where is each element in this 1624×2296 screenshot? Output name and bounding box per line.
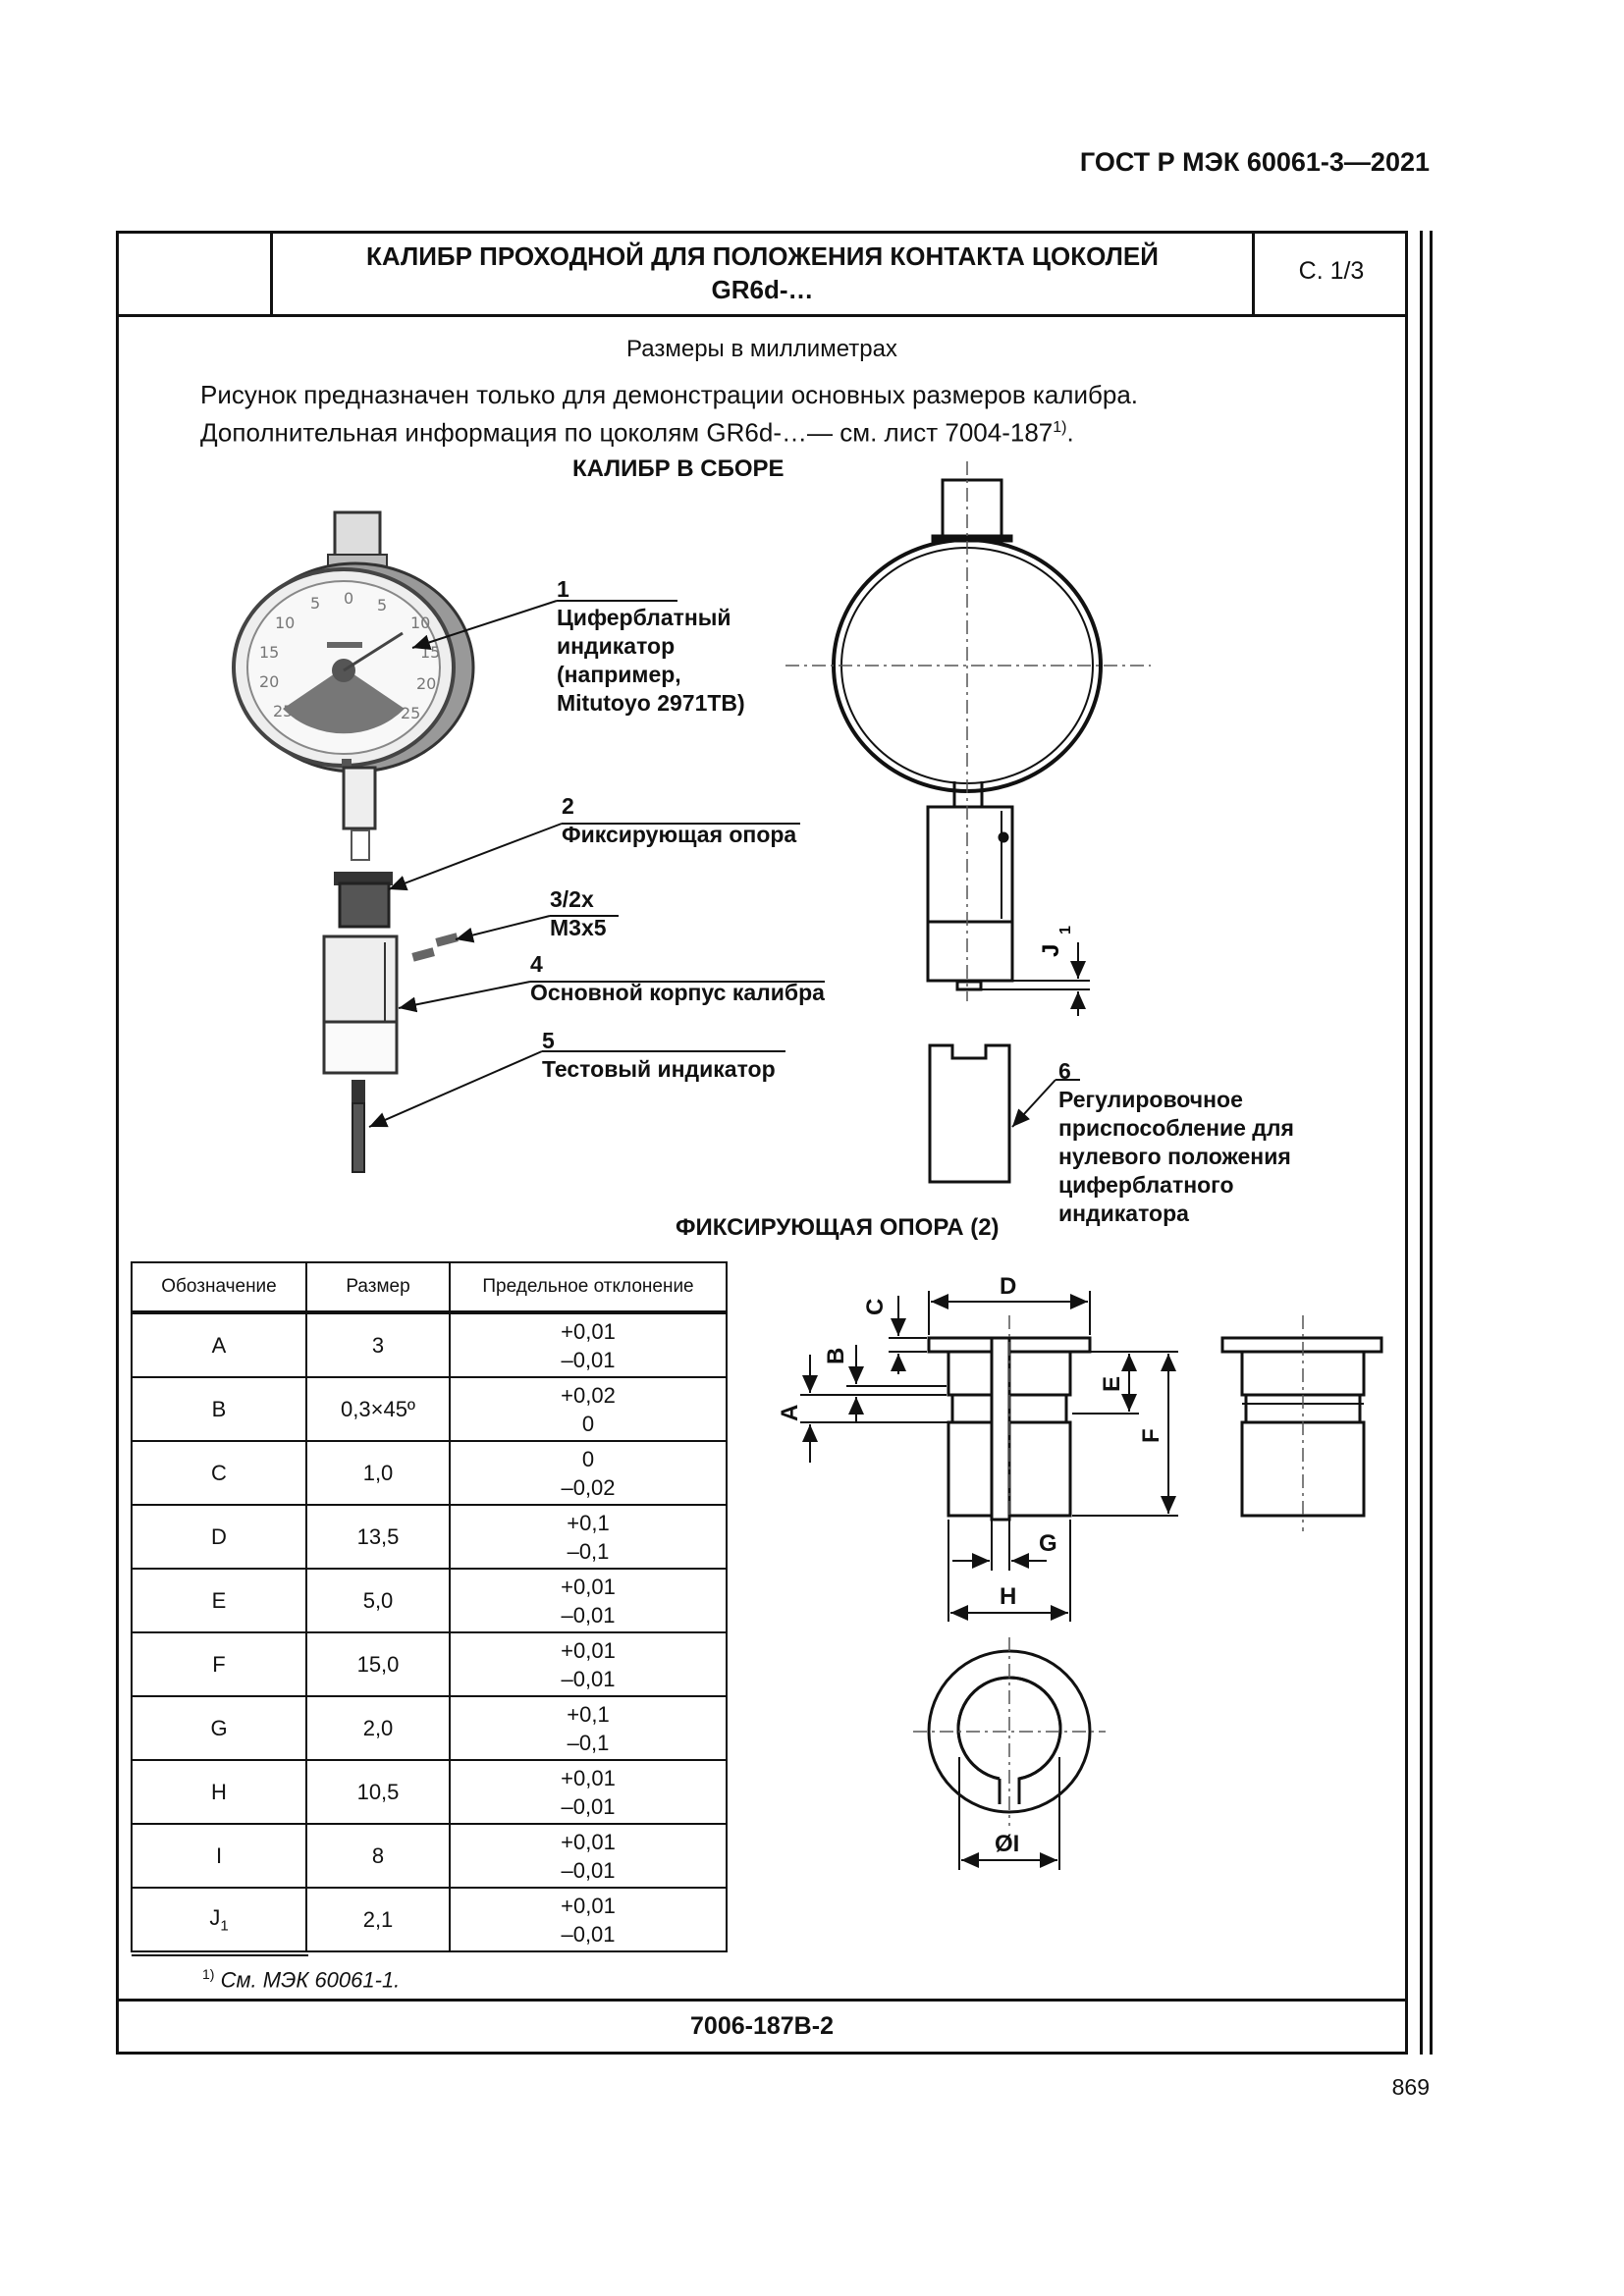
dial-number: 0 bbox=[344, 589, 354, 608]
dial-number: 20 bbox=[416, 674, 437, 693]
page-number: 869 bbox=[1391, 2074, 1430, 2100]
support-side-view bbox=[1222, 1338, 1381, 1516]
dial-number: 5 bbox=[310, 594, 321, 613]
table-header-row bbox=[132, 1262, 727, 1312]
table-row: E 5,0 +0,01 –0,01 bbox=[132, 1569, 727, 1632]
assembly-title: КАЛИБР В СБОРЕ bbox=[572, 455, 785, 482]
dim-j-sub: 1 bbox=[1057, 926, 1074, 934]
dial-number: 20 bbox=[259, 672, 280, 691]
table-row: G 2,0 +0,1 –0,1 bbox=[132, 1696, 727, 1760]
sheet-title-line2: GR6d-… bbox=[711, 275, 814, 304]
dim-h-label: H bbox=[1000, 1583, 1017, 1610]
dim-c-label: C bbox=[862, 1298, 889, 1315]
table-row: C 1,0 0 –0,02 bbox=[132, 1441, 727, 1505]
intro-footnote-ref: 1) bbox=[1053, 419, 1067, 436]
dial-number: 25 bbox=[401, 704, 421, 722]
table-row: I 8 +0,01 –0,01 bbox=[132, 1824, 727, 1888]
column-header: Предельное отклонение bbox=[450, 1262, 727, 1312]
table-row: A 3 +0,01 –0,01 bbox=[132, 1312, 727, 1377]
dial-number: 10 bbox=[275, 614, 296, 632]
table-row: F 15,0 +0,01 –0,01 bbox=[132, 1632, 727, 1696]
callout-3: 3/2x M3x5 bbox=[550, 886, 607, 940]
sheet-code: 7006-187B-2 bbox=[690, 2012, 834, 2040]
table-row: D 13,5 +0,1 –0,1 bbox=[132, 1505, 727, 1569]
table-row: $J_1$ 2,1 +0,01 –0,01 bbox=[132, 1888, 727, 1951]
dial-number: 25 bbox=[273, 702, 294, 721]
dim-d-label: D bbox=[1000, 1273, 1017, 1300]
dim-f-label: F bbox=[1138, 1428, 1164, 1443]
dim-g-label: G bbox=[1039, 1530, 1057, 1557]
footnote-rule bbox=[132, 1954, 308, 1956]
bottom-rule bbox=[116, 1999, 1408, 2002]
intro-line1: Рисунок предназначен только для демонстрации основных размеров калибра. bbox=[200, 380, 1139, 409]
callout-1: 1 Циферблатный индикатор (например, Mitutoyo 2971TB) bbox=[557, 576, 745, 716]
dim-e-label: E bbox=[1099, 1375, 1125, 1392]
standard-number: ГОСТ Р МЭК 60061-3—2021 bbox=[1079, 147, 1430, 177]
sheet-title-line1: КАЛИБР ПРОХОДНОЙ ДЛЯ ПОЛОЖЕНИЯ КОНТАКТА ЦОКОЛЕЙ bbox=[366, 241, 1159, 271]
support-dimensions bbox=[800, 1291, 1178, 1622]
intro-text: Рисунок предназначен только для демонстрации основных размеров калибра. Дополнительная информация по цоколям GR6d-…— см. лист 7004-187$^{1)}$. bbox=[200, 380, 1139, 448]
footnote: $^{1)}$ См. МЭК 60061-1. bbox=[202, 1966, 401, 1993]
column-header: Размер bbox=[306, 1262, 450, 1312]
dial-indicator-illustration bbox=[234, 512, 473, 1172]
callout-5: 5 Тестовый индикатор bbox=[542, 1028, 776, 1082]
intro-line2: Дополнительная информация по цоколям GR6d-…— см. лист 7004-187 bbox=[200, 417, 1054, 448]
sheet-page: С. 1/3 bbox=[1298, 257, 1365, 285]
callout-2: 2 Фиксирующая опора bbox=[562, 793, 797, 847]
table-row: H 10,5 +0,01 –0,01 bbox=[132, 1760, 727, 1824]
dial-number: 10 bbox=[410, 614, 431, 632]
dim-i-label: ØI bbox=[995, 1831, 1020, 1857]
column-header: Обозначение bbox=[132, 1262, 306, 1312]
support-title: ФИКСИРУЮЩАЯ ОПОРА (2) bbox=[676, 1214, 1000, 1241]
dimensions-table bbox=[131, 1261, 728, 1952]
table-row: B 0,3×45º +0,02 0 bbox=[132, 1377, 727, 1441]
dim-b-label: B bbox=[823, 1347, 849, 1364]
callout-4: 4 Основной корпус калибра bbox=[530, 951, 825, 1005]
dial-number: 5 bbox=[377, 596, 388, 614]
dial-number: 15 bbox=[420, 643, 441, 662]
dim-j-label: J bbox=[1038, 943, 1064, 957]
units-note: Размеры в миллиметрах bbox=[626, 336, 897, 362]
callout-6: 6 Регулировочное приспособление для нулевого положения циферблатного индикатора bbox=[1058, 1058, 1294, 1226]
support-dimension-labels bbox=[777, 1273, 1164, 1857]
dim-a-label: A bbox=[777, 1404, 803, 1421]
dial-number: 15 bbox=[259, 643, 280, 662]
